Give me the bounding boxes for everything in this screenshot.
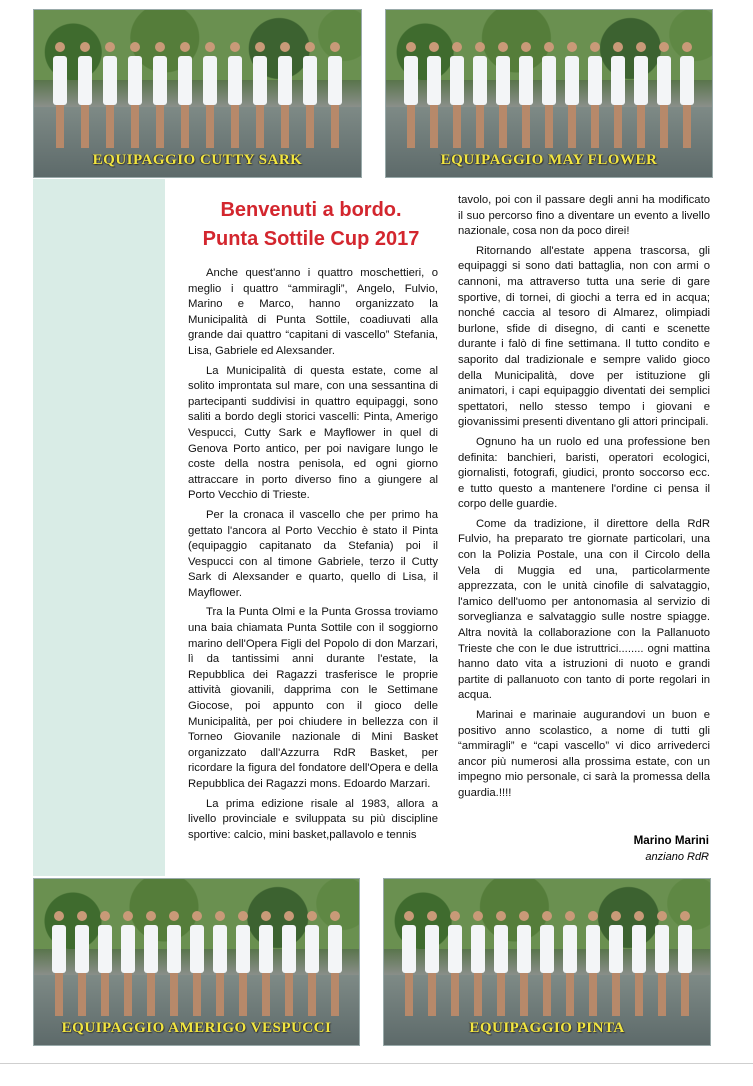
- paragraph: Per la cronaca il vascello che per primo ha gettato l'ancora al Porto Vecchio è stato il Pinta (equipaggio capitanato da Stefania) poi il Vespucci con al timone Gabriele, terzo il Cutty Sark di Alexsander e quarto, quello di Lisa, il Mayflower.: [188, 508, 438, 599]
- paragraph-continuation: tavolo, poi con il passare degli anni ha modificato il suo percorso fino a diventare un evento a livello nazionale, cosa non da poco direi!: [458, 194, 710, 238]
- photo-caption: EQUIPAGGIO AMERIGO VESPUCCI: [61, 1020, 332, 1036]
- paragraph: La Municipalità di questa estate, come al solito improntata sul mare, con una sessantina di partecipanti suddivisi in quattro equipaggi, sono saliti a bordo degli storici vascelli: Pinta, Amerigo Vespucci, Cutty Sark e Mayflower in quel di Genova Porto antico, per poi navigare lungo le coste della nostra penisola, ed ogni giorno attraccare in porto diverso fino a giungere al Porto Vecchio di Trieste.: [188, 364, 438, 502]
- photo-caption: EQUIPAGGIO MAY FLOWER: [440, 152, 658, 168]
- side-panel: [33, 179, 165, 876]
- article-title: [168, 196, 454, 254]
- text-column-right: [458, 193, 710, 806]
- signature-name: Marino Marini: [633, 834, 709, 847]
- crew-group: [399, 30, 699, 150]
- photo-may-flower: [385, 9, 713, 178]
- photo-caption: EQUIPAGGIO CUTTY SARK: [92, 152, 303, 168]
- crew-group: [397, 899, 697, 1019]
- page-divider: [0, 1063, 753, 1064]
- paragraph: Ognuno ha un ruolo ed una professione ben definita: banchieri, baristi, operatori ecologici, giornalisti, fotografi, giudici, pronto soccorso ecc. e tutto questo a mantenere l'ordine ci pensa il corpo delle guardie.: [458, 435, 710, 511]
- paragraph: Come da tradizione, il direttore della RdR Fulvio, ha preparato tre giornate particolari, una con la Polizia Postale, una con il Circolo della Vela di Muggia ed una, particolarmente apprezzata, con le unità cinofile di salvataggio, l'amico dell'uomo per antonomasia al servizio di sorveglianza e salvataggio sulle nostre spiagge. Altra novità la collaborazione con la Pallanuoto Trieste che con le due istruttrici........ ogni mattina hanno dato vita a istruzioni di nuoto e grandi partite di pallanuoto con tanto di porte regolari in acqua.: [458, 517, 710, 702]
- crew-group: [47, 30, 348, 150]
- signature-role: anziano RdR: [645, 851, 709, 863]
- paragraph: Marinai e marinaie augurandovi un buon e positivo anno scolastico, a nome di tutti gli “ammiragli” e “capi vascello” vi dico arrivederci ancor più numerosi alla prossima estate, con un impegno mio personale, ci sarà la promessa della guardia.!!!!: [458, 709, 710, 799]
- photo-amerigo-vespucci: [33, 878, 360, 1046]
- text-column-left: [188, 266, 438, 847]
- photo-caption: EQUIPAGGIO PINTA: [469, 1020, 625, 1036]
- paragraph: La prima edizione risale al 1983, allora a livello provinciale e sviluppata su più discipline sportive: calcio, mini basket,pallavolo e tennis: [188, 797, 438, 841]
- crew-group: [47, 899, 346, 1019]
- title-line-2: Punta Sottile Cup 2017: [202, 228, 420, 250]
- photo-cutty-sark: [33, 9, 362, 178]
- title-line-1: Benvenuti a bordo.: [220, 199, 402, 221]
- paragraph: Ritornando all'estate appena trascorsa, gli equipaggi si sono dati battaglia, non con armi o cannoni, ma attraverso tutta una serie di gare sportive, di tornei, di giochi a terra ed in acqua; nonché caccia al tesoro di Almarez, olimpiadi burlone, sfide di disegno, di canti e scenette durante i falò di fine settimana. Il tutto condito e saporito dal tradizionale e sempre valido gioco della Municipalità, dove per istituzione gli animatori, i capi equipaggio diventati dei semplici spettatori, nello stesso tempo i giovani e giovanissimi presenti diventano gli attori principali.: [458, 244, 710, 429]
- paragraph: Tra la Punta Olmi e la Punta Grossa troviamo una baia chiamata Punta Sottile con il soggiorno marino dell'Opera Figli del Popolo di don Marzari, lì da tantissimi anni durante l'estate, la Repubblica dei Ragazzi trasferisce le proprie attività giovanili, dapprima con le Settimane Giocose, poi appunto con il gioco delle Municipalità, per poi chiudere in bellezza con il Torneo Giovanile nazionale di Mini Basket organizzato dall'Azzurra RdR Basket, per ricordare la figura del fondatore dell'Opera e della Repubblica dei Ragazzi mons. Edoardo Marzari.: [188, 606, 438, 790]
- paragraph: Anche quest'anno i quattro moschettieri, o meglio i quattro “ammiragli”, Angelo, Fulvio, Marino e Marco, hanno organizzato la Municipalità di Punta Sottile, coadiuvati alla grande dai quattro “capitani di vascello” Stefania, Lisa, Gabriele ed Alexsander.: [188, 267, 438, 357]
- photo-pinta: [383, 878, 711, 1046]
